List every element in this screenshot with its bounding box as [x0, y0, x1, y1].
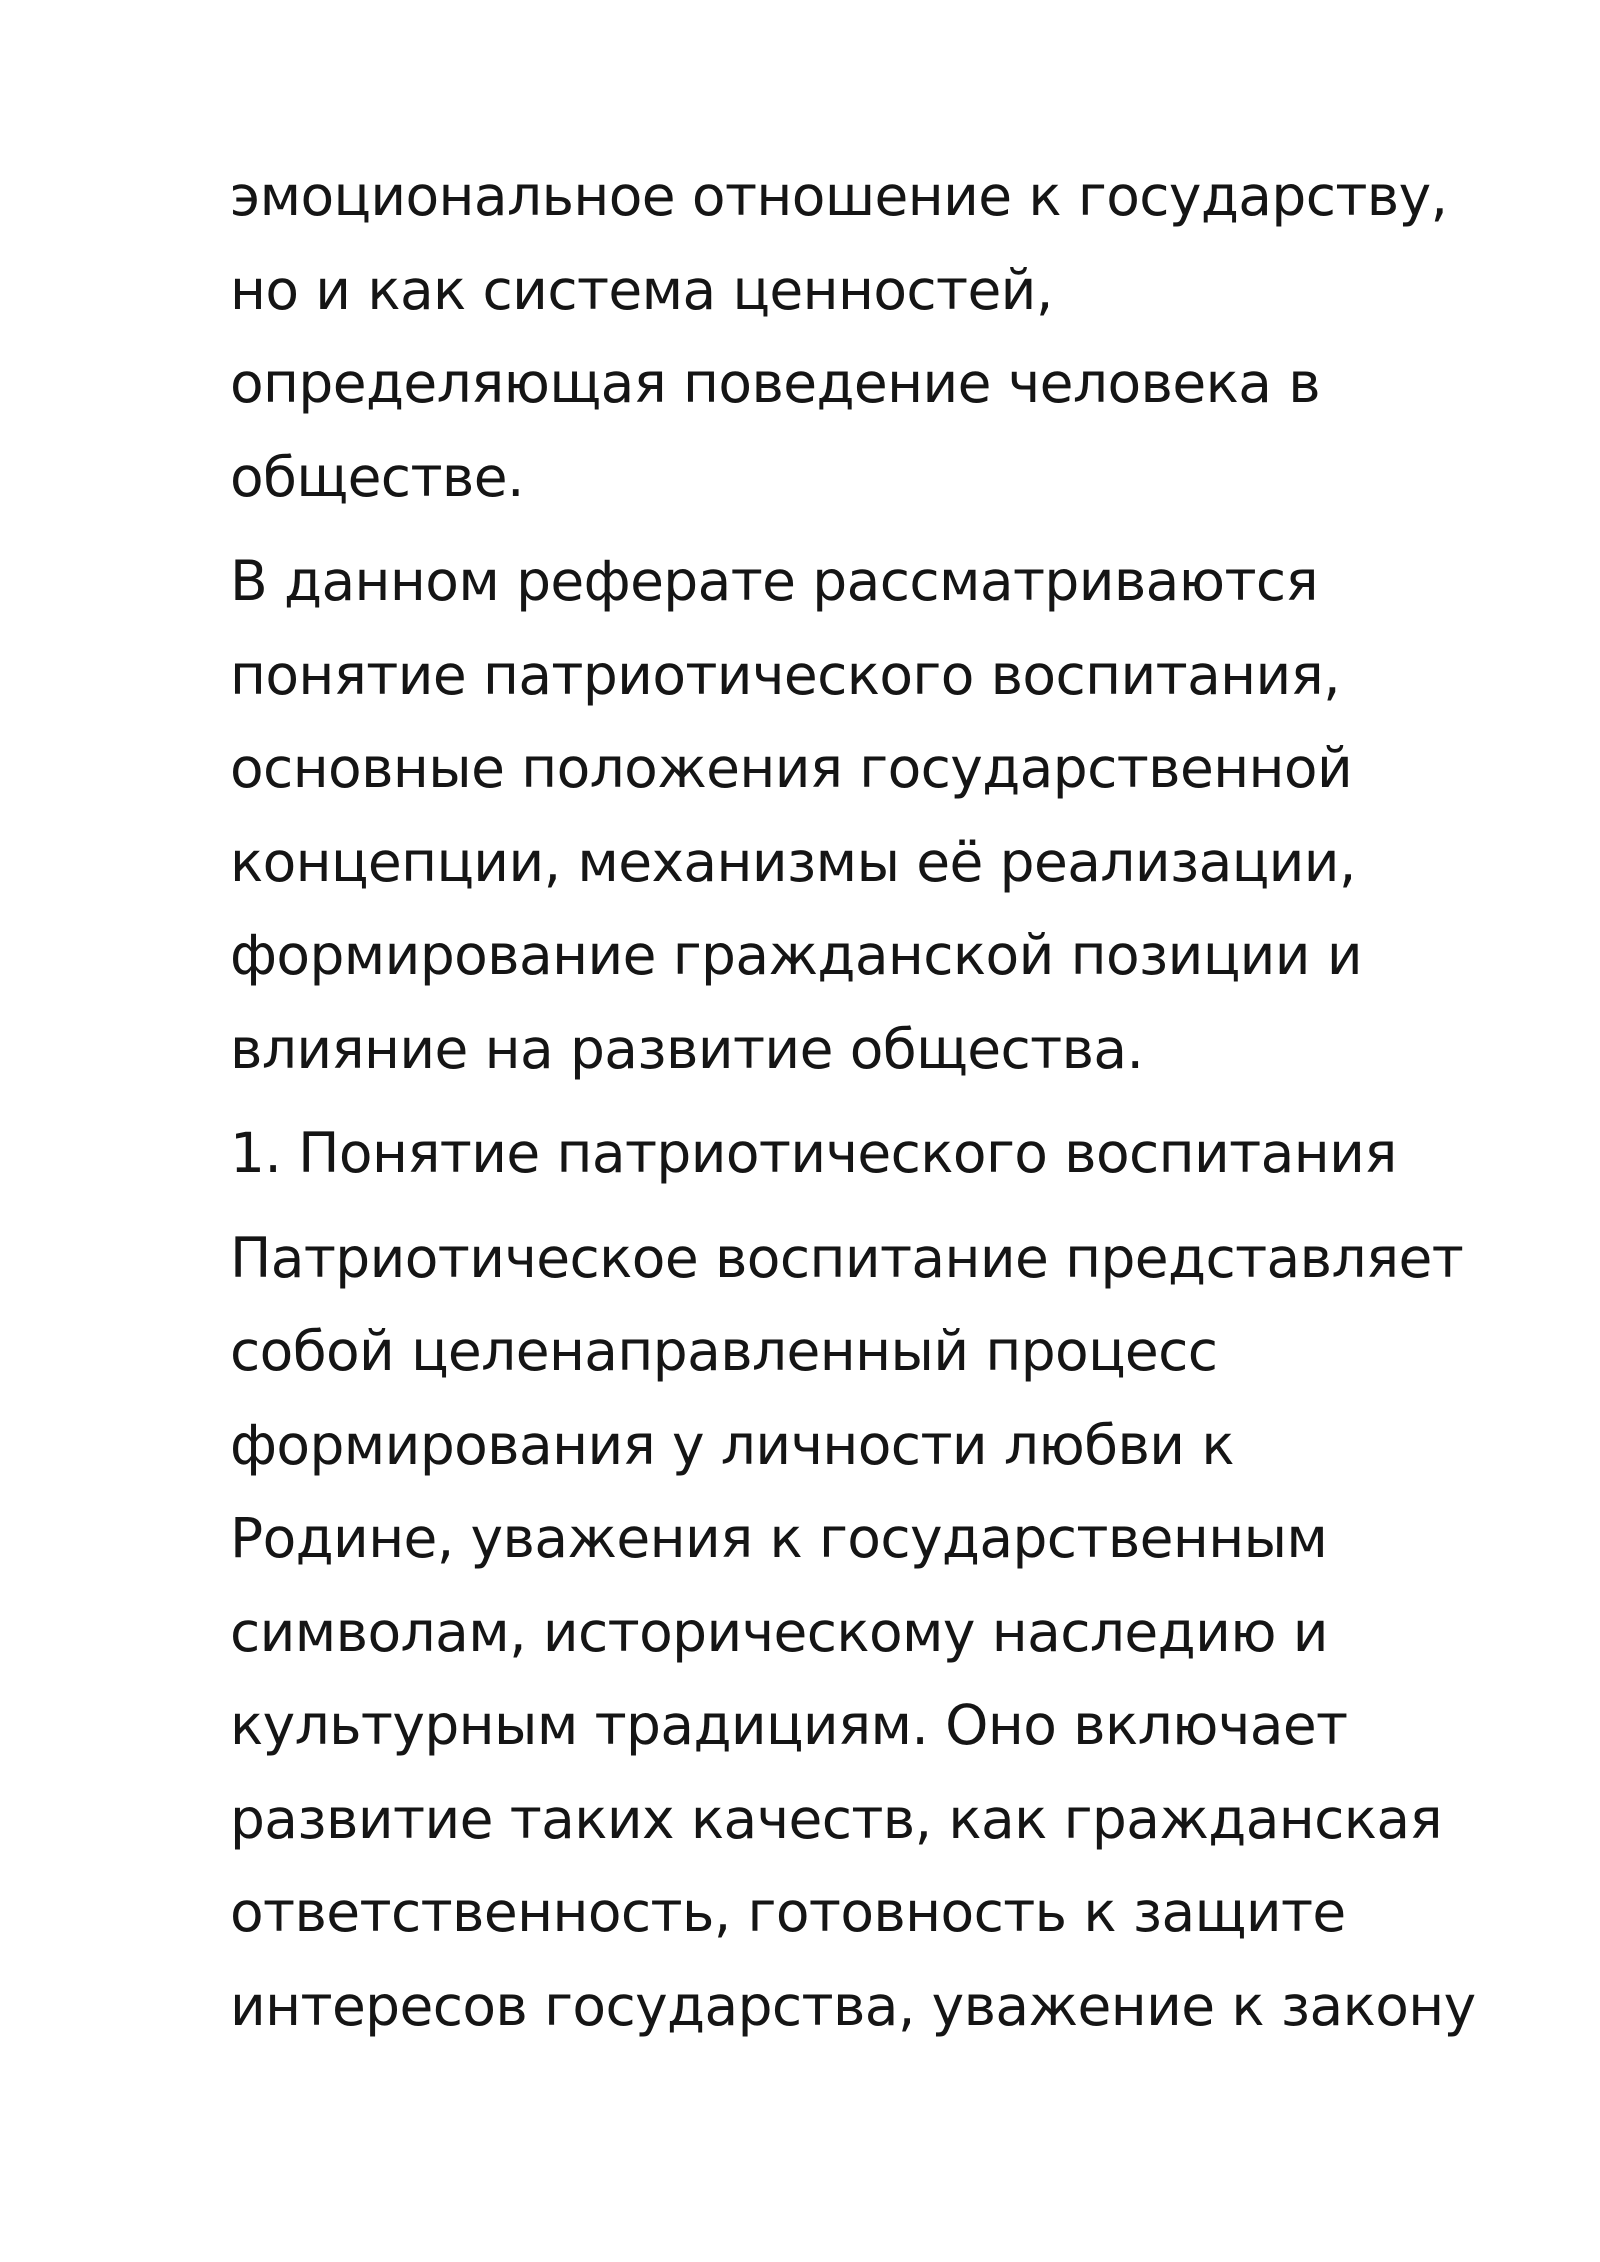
text-line: обществе.	[230, 444, 524, 509]
text-line: Патриотическое воспитание представляет	[230, 1225, 1464, 1290]
paragraph-continuation	[230, 150, 1530, 524]
text-line: В данном реферате рассматриваются	[230, 549, 1319, 613]
text-line: концепции, механизмы её реализации,	[230, 829, 1356, 894]
text-line: но и как система ценностей,	[230, 257, 1053, 322]
paragraph-definition	[230, 1212, 1530, 2054]
text-line: Родине, уважения к государственным	[230, 1506, 1328, 1570]
section-heading-text: 1. Понятие патриотического воспитания	[230, 1121, 1397, 1185]
text-line: символам, историческому наследию и	[230, 1599, 1328, 1664]
text-line: формирование гражданской позиции и	[230, 923, 1362, 987]
text-line: понятие патриотического воспитания,	[230, 642, 1341, 707]
text-line: культурным традициям. Оно включает	[230, 1693, 1348, 1757]
text-line: формирования у личности любви к	[230, 1412, 1234, 1477]
text-line: ответственность, готовность к защите	[230, 1880, 1346, 1944]
text-line: основные положения государственной	[230, 736, 1353, 800]
text-line: развитие таких качеств, как гражданская	[230, 1786, 1443, 1851]
text-line: влияние на развитие общества.	[230, 1016, 1144, 1081]
text-line: эмоциональное отношение к государству,	[230, 164, 1448, 228]
document-page	[230, 150, 1530, 2064]
text-line: интересов государства, уважение к закону	[230, 1973, 1476, 2038]
section-heading	[230, 1107, 1530, 1201]
text-line: собой целенаправленный процесс	[230, 1319, 1218, 1383]
text-line: определяющая поведение человека в	[230, 351, 1321, 415]
paragraph-abstract-overview	[230, 535, 1530, 1096]
